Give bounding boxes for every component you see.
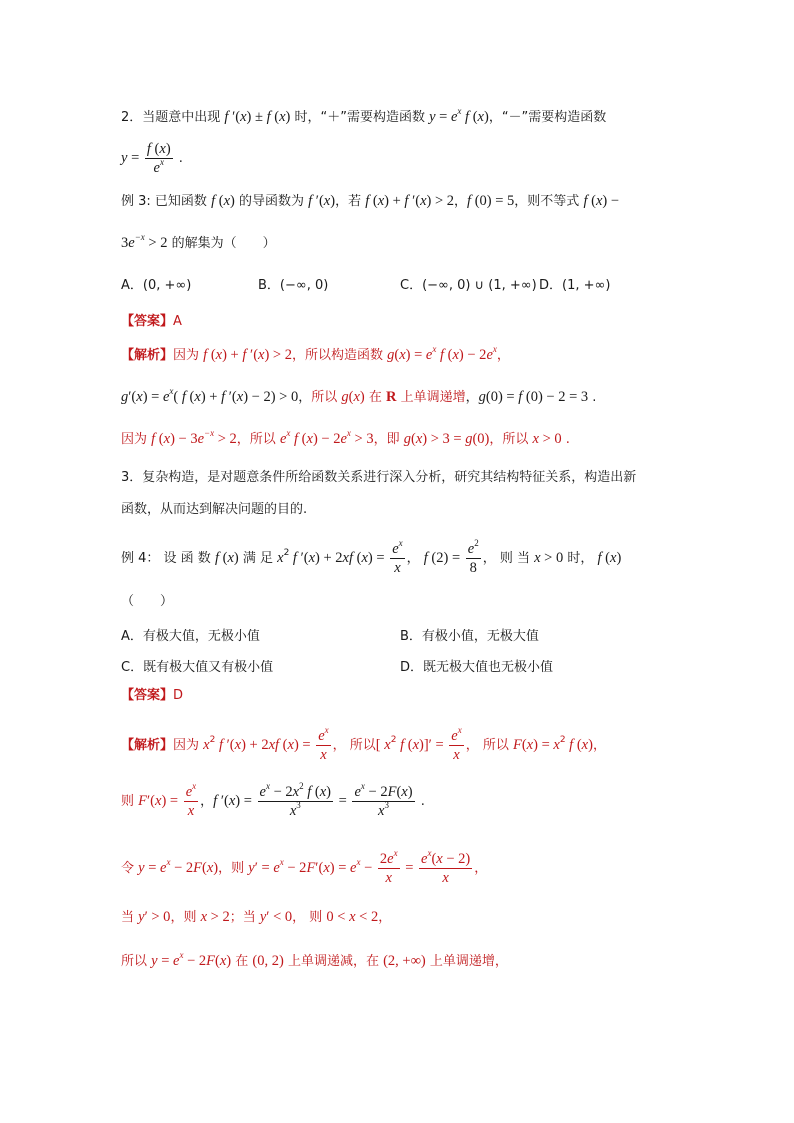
example4-answer	[121, 688, 183, 704]
example4-analysis-line2: 则 F′(x) = $\frac{e^x}{x}$ ，f ′(x) = $\frac{e^x - 2x^2 f (x)}{x^3}$ = $\frac{e^x - 2F(x)}{x^3}$ .	[121, 781, 425, 820]
analysis-tag: 【解析】	[121, 348, 174, 363]
answer-tag: 【答案】	[121, 314, 174, 329]
example4-analysis-line5: 所以 $y = e^x - 2F(x)$ 在 (0, 2) 上单调递减，在 (2, +∞) 上单调递增，	[121, 950, 508, 969]
example4-analysis-line3: 令 $y = e^x - 2F(x)$，则 $y' = e^x - 2F'(x) = e^x$ − $\frac{2e^x}{x}$ = $\frac{e^x(x - 2)}{x}$ ，	[121, 848, 488, 887]
section3-line2: 函数，从而达到解决问题的目的.	[121, 502, 308, 517]
section3-line1: 3．复杂构造，是对题意条件所给函数关系进行深入分析，研究其结构特征关系，构造出新	[121, 470, 637, 485]
example3-analysis-line1: 【解析】因为 f (x) + f ′(x) > 2，所以构造函数 $g(x) = e^x$ f $(x) - 2e^x$，	[121, 344, 510, 363]
answer-value: D	[173, 688, 184, 703]
answer-value: A	[173, 314, 182, 329]
example3-option-c: C．(−∞, 0) ∪ (1, +∞)	[400, 278, 537, 293]
example4-analysis-line1: 【解析】因为 $x^2$ f ′(x) + 2xf (x) = $\frac{e^x}{x}$ ， 所以[ $x^2$ f (x)]′ = $\frac{e^x}{x}$ ， 所以 $F(x) = x^2$ f (x)，	[121, 725, 606, 764]
example3-question-line2: $3e^{-x} > 2$ 的解集为（ ）	[121, 232, 276, 251]
example3-analysis-line2: $g'(x) = e^x$( f (x) + f ′(x) − 2) > 0，所以 g(x) 在 R 上单调递增，g(0) = f (0) − 2 = 3 .	[121, 386, 597, 405]
example4-question-line2: （ ）	[121, 594, 174, 609]
example3-option-b: B．(−∞, 0)	[258, 278, 329, 293]
example4-option-c: C．既有极大值又有极小值	[121, 660, 274, 675]
section2-line1: 2．当题意中出现 f ′(x) ± f (x) 时，“＋”需要构造函数 $y = e^x$ f (x)，“－”需要构造函数	[121, 106, 607, 125]
example4-analysis-line4: 当 y′ > 0，则 x > 2；当 y′ < 0， 则 0 < x < 2，	[121, 909, 392, 925]
example3-option-d: D．(1, +∞)	[539, 278, 611, 293]
section2-line2: y = $\frac{f (x)}{e^x}$ .	[121, 141, 183, 177]
example4-option-d: D．既无极大值也无极小值	[400, 660, 554, 675]
example4-option-a: A．有极大值，无极小值	[121, 629, 260, 644]
example4-option-b: B．有极小值，无极大值	[400, 629, 539, 644]
example3-analysis-line3: 因为 f $(x) - 3e^{-x} > 2$，所以 $e^x$ f $(x) - 2e^x > 3$，即 g(x) > 3 = g(0)，所以 x > 0 .	[121, 428, 570, 447]
example3-answer	[121, 314, 182, 330]
example4-question-line1: 例 4： 设 函 数 f (x) 满 足 $x^2$ f ′(x) + 2xf (x) = $\frac{e^x}{x}$ ， f (2) = $\frac{e^2}{8}$ ， 则 当 x > 0 时， f (x)	[121, 538, 622, 577]
analysis-tag: 【解析】	[121, 738, 174, 754]
example3-question-line1: 例 3: 已知函数 f (x) 的导函数为 f ′(x)，若 f (x) + f ′(x) > 2，f (0) = 5，则不等式 f (x) −	[121, 193, 620, 209]
answer-tag: 【答案】	[121, 688, 174, 703]
example3-option-a: A．(0, +∞)	[121, 278, 192, 293]
